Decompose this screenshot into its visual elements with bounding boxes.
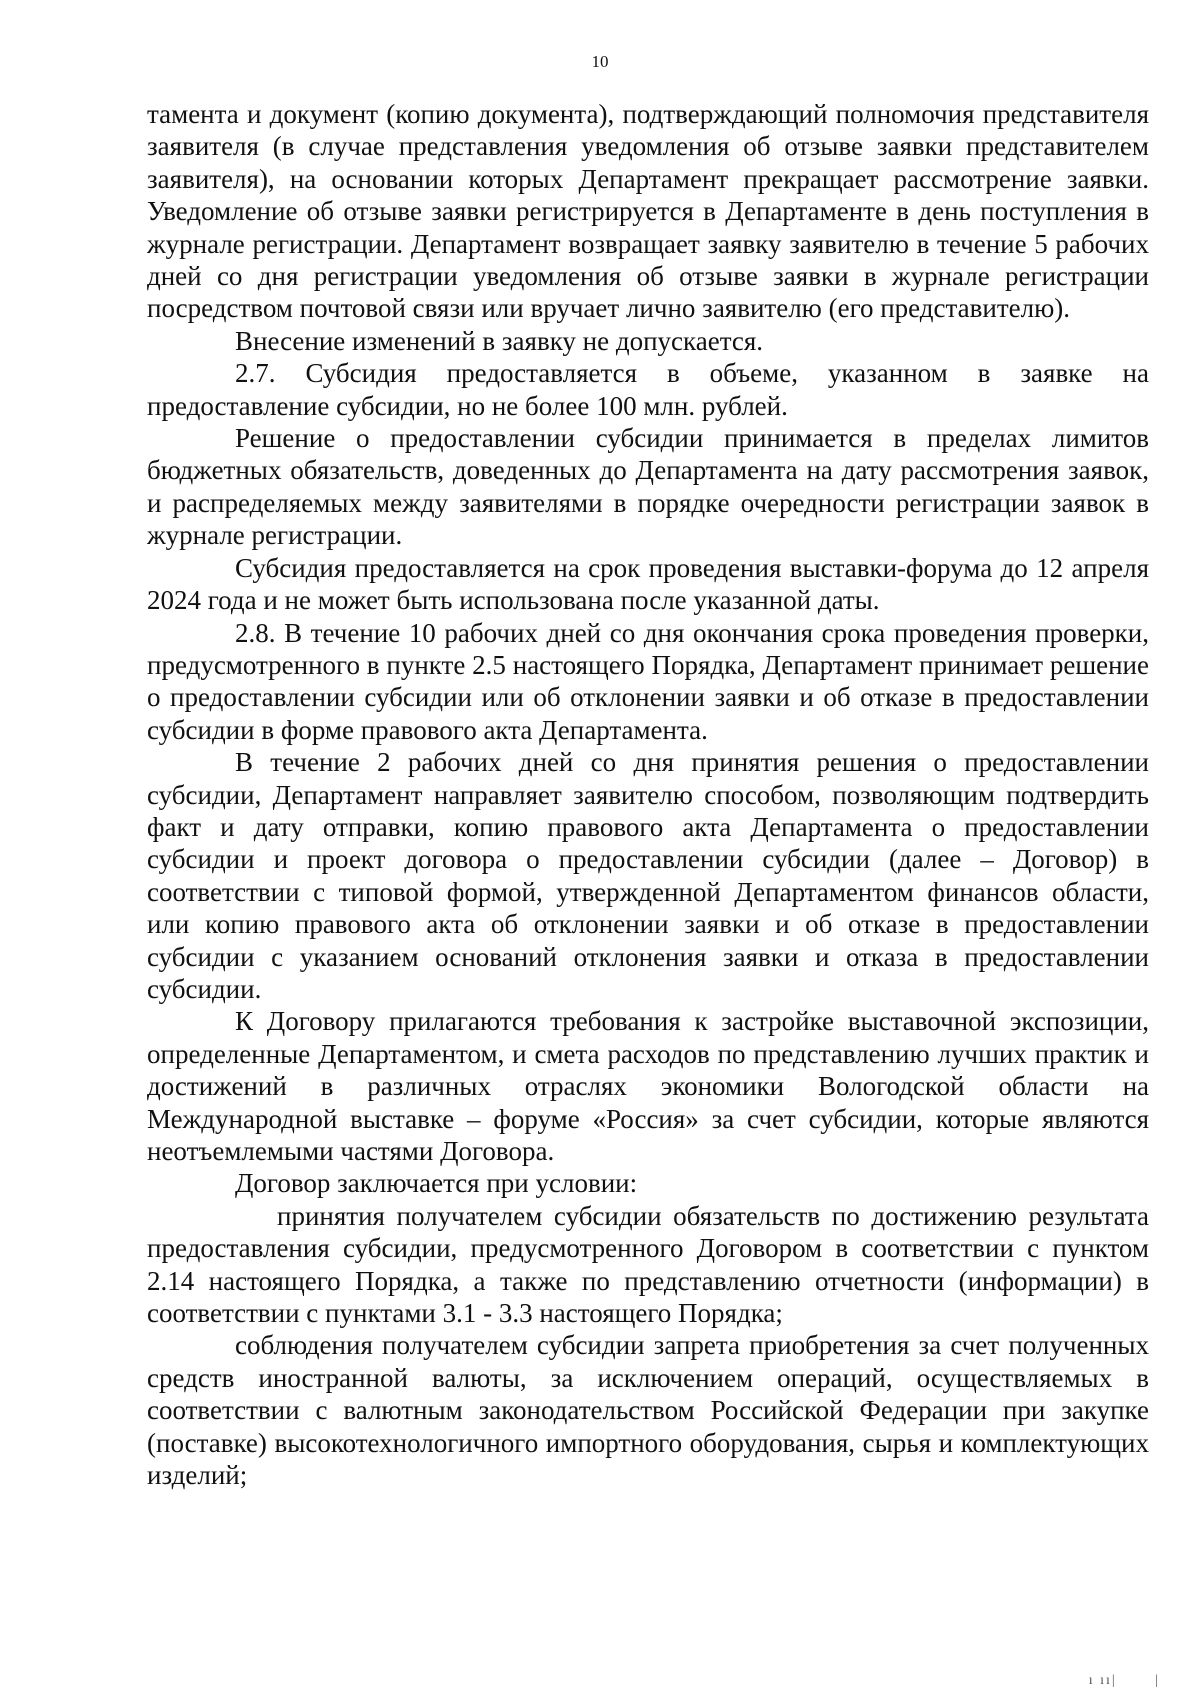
paragraph: Внесение изменений в заявку не допускается. [235,325,763,356]
scan-artifact-marks: ı ıı| | [1088,1673,1160,1688]
paragraph: тамента и документ (копию документа), подтверждающий полномочия представителя заявителя (в случае представления уведомления об отзыве заявки представителем заявителя), на основании которых Департамент прекращает рассмотрение заявки. Уведомление об отзыве заявки регистрируется в Департаменте в день поступления в журнале регистрации. Департамент возвращает заявку заявителю в течение 5 рабочих дней со дня регистрации уведомления об отзыве заявки в журнале регистрации посредством почтовой связи или вручает лично заявителю (его представителю). [147,99,1149,324]
paragraph: принятия получателем субсидии обязательств по достижению результата предоставления субсидии, предусмотренного Договором в соответствии с пунктом 2.14 настоящего Порядка, а также по представлению отчетности (информации) в соответствии с пунктами 3.1 - 3.3 настоящего Порядка; [147,1200,1149,1329]
paragraph: Решение о предоставлении субсидии принимается в пределах лимитов бюджетных обязательств, доведенных до Департамента на дату рассмотрения заявок, и распределяемых между заявителями в порядке очередности регистрации заявок в журнале регистрации. [147,423,1149,551]
paragraph: К Договору прилагаются требования к застройке выставочной экспозиции, определенные Департаментом, и смета расходов по представлению лучших практик и достижений в различных отраслях экономики Вологодской области на Международной выставке – форуме «Россия» за счет субсидии, которые являются неотъемлемыми частями Договора. [147,1006,1149,1166]
paragraph: Субсидия предоставляется на срок проведения выставки-форума до 12 апреля 2024 года и не может быть использована после указанной даты. [147,552,1149,616]
paragraph: 2.8. В течение 10 рабочих дней со дня окончания срока проведения проверки, предусмотренного в пункте 2.5 настоящего Порядка, Департамент принимает решение о предоставлении субсидии или об отклонении заявки и об отказе в предоставлении субсидии в форме правового акта Департамента. [147,617,1149,745]
paragraph: Договор заключается при условии: [235,1168,638,1199]
paragraph: В течение 2 рабочих дней со дня принятия решения о предоставлении субсидии, Департамент направляет заявителю способом, позволяющим подтвердить факт и дату отправки, копию правового акта Департамента о предоставлении субсидии и проект договора о предоставлении субсидии (далее – Договор) в соответствии с типовой формой, утвержденной Департаментом финансов области, или копию правового акта об отклонении заявки и об отказе в предоставлении субсидии с указанием оснований отклонения заявки и отказа в предоставлении субсидии. [147,747,1149,1004]
paragraph: соблюдения получателем субсидии запрета приобретения за счет полученных средств иностранной валюты, за исключением операций, осуществляемых в соответствии с валютным законодательством Российской Федерации при закупке (поставке) высокотехнологичного импортного оборудования, сырья и комплектующих изделий; [147,1330,1149,1491]
paragraph: 2.7. Субсидия предоставляется в объеме, указанном в заявке на предоставление субсидии, но не более 100 млн. рублей. [147,358,1149,421]
page-number: 10 [591,52,609,71]
document-body [147,98,1149,1491]
